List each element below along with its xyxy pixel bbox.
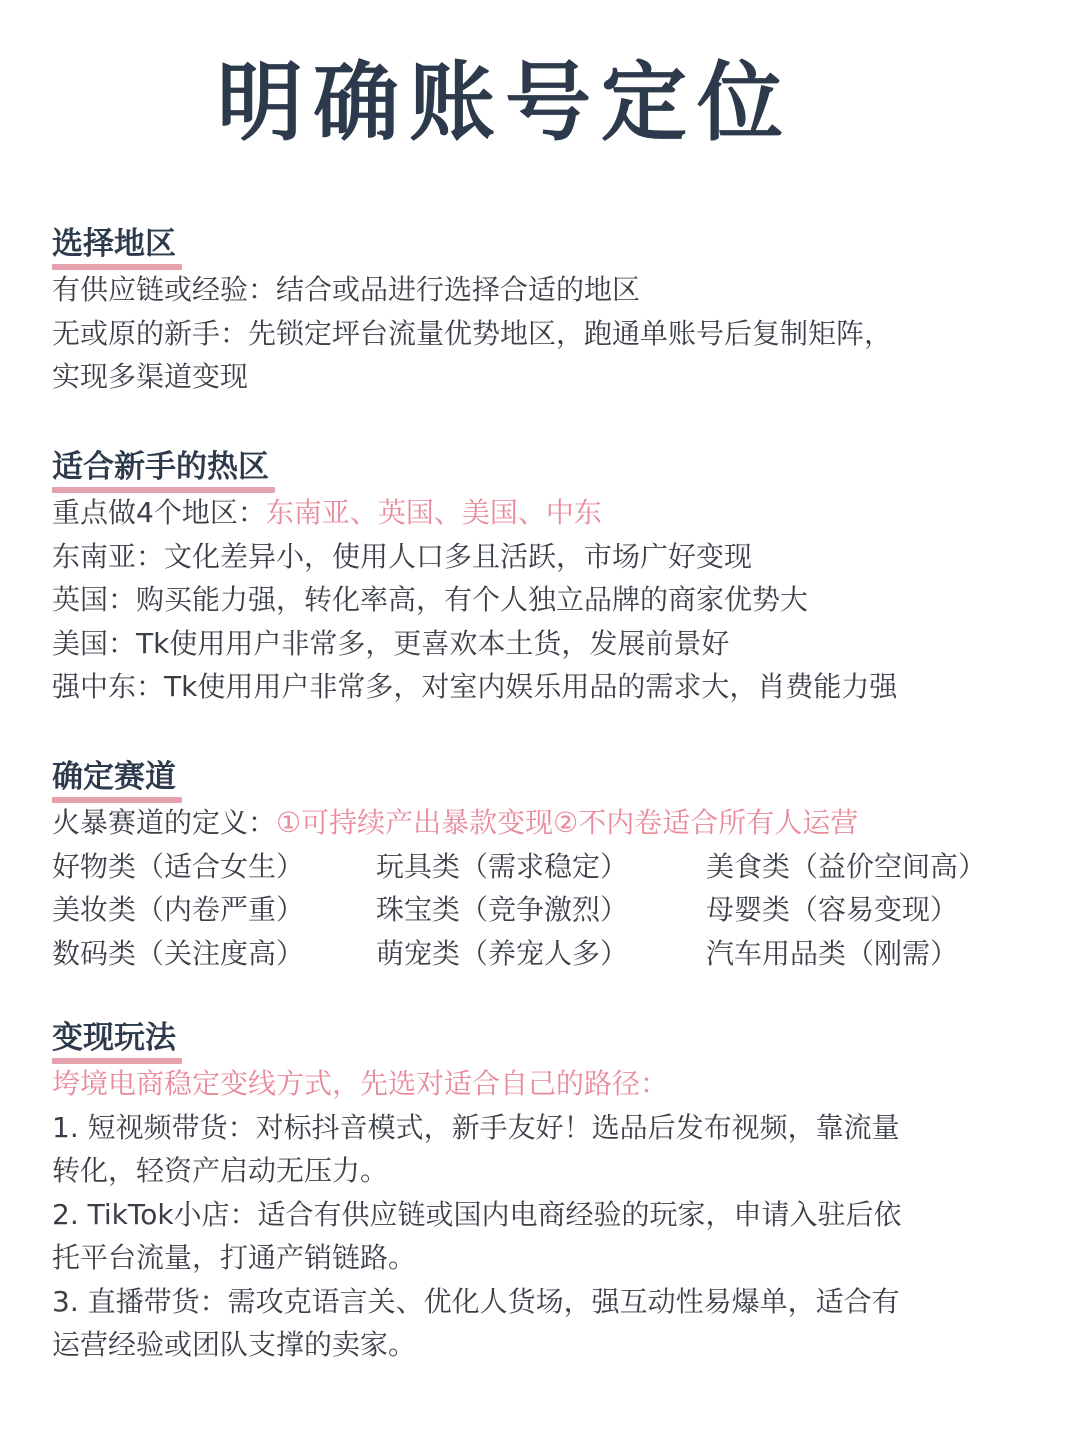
category-item: 美食类（益价空间高）	[706, 849, 987, 883]
category-item: 萌宠类（养宠人多）	[376, 936, 629, 970]
heading-underline	[52, 1058, 182, 1064]
page-title: 明确账号定位	[217, 53, 793, 153]
section-heading-text: 选择地区	[52, 226, 176, 262]
section-select-region	[52, 224, 1042, 399]
category-item: 珠宝类（竞争激烈）	[376, 893, 629, 926]
text-line: 运营经验或团队支撑的卖家。	[52, 1328, 417, 1361]
category-item: 汽车用品类（刚需）	[706, 936, 959, 970]
category-row	[52, 845, 1042, 889]
section-heading-text: 适合新手的热区	[52, 449, 269, 485]
text-line: 强中东：Tk使用用户非常多，对室内娱乐用品的需求大，肖费能力强	[52, 670, 898, 703]
section-heading	[52, 224, 182, 264]
text-line: 美国：Tk使用用户非常多，更喜欢本土货，发展前景好	[52, 626, 730, 660]
category-item: 母婴类（容易变现）	[706, 893, 959, 926]
heading-underline	[52, 797, 182, 803]
text-line: 转化，轻资产启动无压力。	[52, 1154, 389, 1187]
section-heading	[52, 757, 182, 797]
category-item: 美妆类（内卷严重）	[52, 893, 305, 926]
intro-label: 重点做4个地区：	[52, 496, 266, 529]
category-row	[52, 932, 1042, 976]
section-monetization	[52, 1018, 1042, 1367]
intro-label: 火暴赛道的定义：	[52, 806, 277, 839]
text-line: 3. 直播带货：需攻克语言关、优化人货场，强互动性易爆单，适合有	[52, 1284, 900, 1318]
category-row	[52, 888, 1042, 932]
section-track	[52, 757, 1042, 975]
text-line: 有供应链或经验：结合或品进行选择合适的地区	[52, 273, 641, 306]
section-heading	[52, 1018, 182, 1058]
intro-highlight: ①可持续产出暴款变现②不内卷适合所有人运营	[276, 806, 859, 839]
heading-underline	[52, 487, 275, 493]
heading-underline	[52, 264, 182, 270]
category-item: 好物类（适合女生）	[52, 849, 305, 883]
section-hot-regions	[52, 447, 1042, 709]
text-line: 2. TikTok小店：适合有供应链或国内电商经验的玩家，申请入驻后依	[52, 1197, 902, 1231]
category-item: 数码类（关注度高）	[52, 936, 305, 970]
intro-highlight: 东南亚、英国、美国、中东	[265, 496, 602, 529]
section-heading	[52, 447, 275, 487]
intro-highlight: 垮境电商稳定变线方式，先选对适合自己的路径：	[52, 1067, 669, 1100]
text-line: 东南亚：文化差异小，使用人口多且活跃，市场广好变现	[52, 539, 753, 573]
section-heading-text: 确定赛道	[52, 759, 176, 795]
text-line: 英国：购买能力强，转化率高，有个人独立品牌的商家优势大	[52, 583, 809, 616]
text-line: 1. 短视频带货：对标抖音模式，新手友好！选品后发布视频，靠流量	[52, 1110, 900, 1144]
text-line: 托平台流量，打通产销链路。	[52, 1241, 417, 1274]
category-item: 玩具类（需求稳定）	[376, 849, 629, 883]
section-heading-text: 变现玩法	[52, 1020, 176, 1056]
text-line: 无或原的新手：先锁定坪台流量优势地区，跑通单账号后复制矩阵，	[52, 316, 893, 350]
intro-line	[52, 491, 1042, 535]
text-line: 实现多渠道变现	[52, 360, 249, 393]
intro-line	[52, 801, 1042, 845]
